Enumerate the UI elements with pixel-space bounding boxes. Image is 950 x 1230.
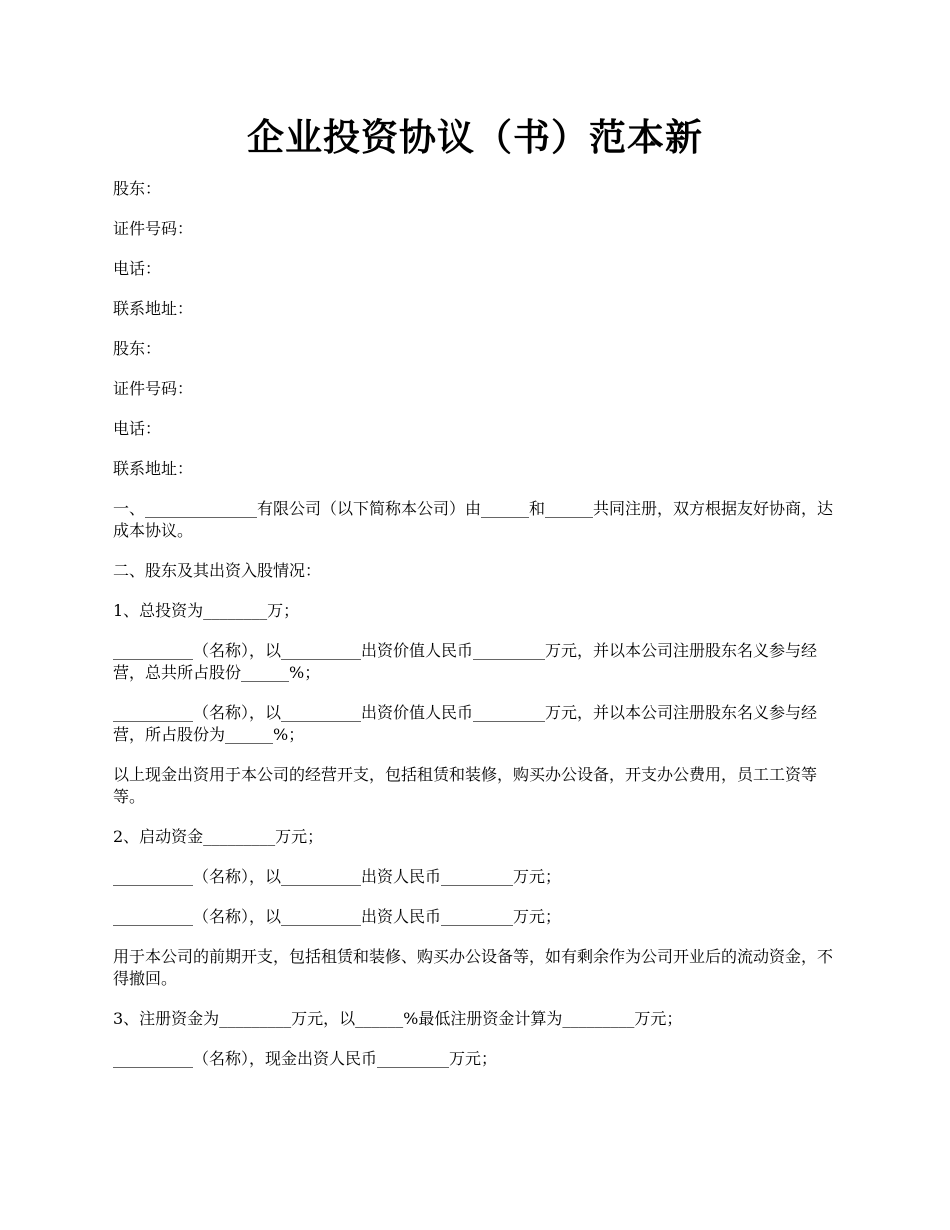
investor-2-contribution-paragraph: __________（名称），以__________出资价值人民币_________万元，并以本公司注册股东名义参与经营，所占股份为______%； — [113, 703, 818, 744]
total-investment-paragraph: 1、总投资为________万； — [113, 601, 300, 620]
shareholder-1-phone-label: 电话： — [113, 259, 162, 278]
startup-capital-paragraph: 2、启动资金_________万元； — [113, 827, 324, 846]
clause-1-paragraph: 一、______________有限公司（以下简称本公司）由______和______共同注册，双方根据友好协商，达成本协议。 — [113, 499, 834, 540]
document-body — [113, 178, 841, 1088]
document-title: 企业投资协议（书）范本新 — [247, 115, 703, 159]
clause-2-heading: 二、股东及其出资入股情况： — [113, 561, 322, 580]
registered-capital-paragraph: 3、注册资金为_________万元，以______%最低注册资金计算为_________万元； — [113, 1009, 683, 1028]
shareholder-1-id-number-label: 证件号码： — [113, 219, 194, 238]
shareholder-1-address-label: 联系地址： — [113, 299, 194, 318]
startup-investor-2-paragraph: __________（名称），以__________出资人民币_________万元； — [113, 907, 562, 926]
shareholder-2-label: 股东： — [113, 339, 162, 358]
shareholder-2-id-number-label: 证件号码： — [113, 379, 194, 398]
cash-usage-paragraph: 以上现金出资用于本公司的经营开支，包括租赁和装修，购买办公设备，开支办公费用，员工工资等等。 — [113, 765, 818, 806]
startup-usage-paragraph: 用于本公司的前期开支，包括租赁和装修、购买办公设备等，如有剩余作为公司开业后的流动资金，不得撤回。 — [113, 947, 834, 988]
startup-investor-1-paragraph: __________（名称），以__________出资人民币_________万元； — [113, 867, 562, 886]
shareholder-2-phone-label: 电话： — [113, 419, 162, 438]
shareholder-2-address-label: 联系地址： — [113, 459, 194, 478]
shareholder-1-label: 股东： — [113, 179, 162, 198]
registered-investor-1-paragraph: __________（名称），现金出资人民币_________万元； — [113, 1049, 498, 1068]
investor-1-contribution-paragraph: __________（名称），以__________出资价值人民币_________万元，并以本公司注册股东名义参与经营，总共所占股份______%； — [113, 641, 818, 682]
